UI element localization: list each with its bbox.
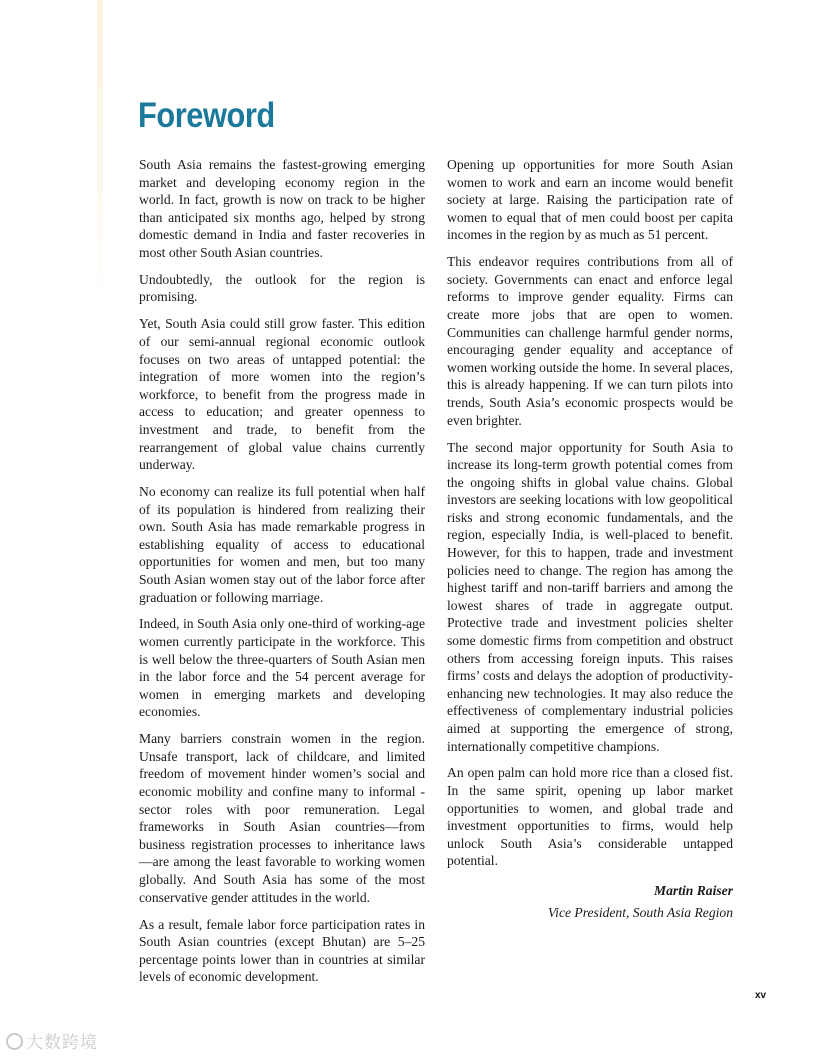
watermark-logo-icon [6,1033,23,1050]
paragraph: South Asia remains the fastest-growing emerging market and developing economy region in the world. In fact, growth is now on track to be higher than anticipated six months ago, helped by strong domestic demand in India and faster recoveries in most other South Asian countries. [139,157,425,260]
paragraph: As a result, female labor force participation rates in South Asian countries (except Bhutan) are 5–25 percentage points lower than in countries at similar levels of economic development. [139,916,425,985]
paragraph: Indeed, in South Asia only one-third of working-age women currently participate in the workforce. This is well below the three-quarters of South Asian men in the labor force and the 54 percent average for women in emerging markets and developing economies. [139,616,425,720]
watermark-text: 大数跨境 [26,1033,98,1053]
watermark [6,1028,98,1053]
paragraph: This endeavor requires contributions from all of society. Governments can enact and enforce legal reforms to improve gender equality. Firms can create more jobs that are open to women. Communities can challenge harmful gender norms, encouraging gender equality and acceptance of women working outside the home. In several places, this is already happening. If we can turn pilots into trends, South Asia’s economic prospects would be even brighter. [447,254,733,428]
paragraph: Opening up opportunities for more South Asian women to work and earn an income would benefit society at large. Raising the participation rate of women to equal that of men could boost per capita incomes in the region by as much as 51 percent. [447,157,733,243]
right-text-column [447,156,733,921]
page-number: xv [755,990,767,1001]
paragraph: Undoubtedly, the outlook for the region is promising. [139,271,425,305]
signature-role: Vice President, South Asia Region [547,904,733,920]
paragraph: Yet, South Asia could still grow faster. This edition of our semi-annual regional economic outlook focuses on two areas of untapped potential: the integration of more women into the region’s workforce, to benefit from the progress made in access to education; and greater openness to investment and trade, to benefit from the rearrangement of global value chains currently underway. [139,316,425,473]
paragraph: The second major opportunity for South Asia to increase its long-term growth potential comes from the ongoing shifts in global value chains. Global investors are seeking locations with low geopolitical risks and strong economic fundamentals, and the region, especially India, is well-placed to benefit. However, for this to happen, trade and investment policies need to change. The region has among the highest tariff and non-tariff barriers and among the lowest shares of trade in aggregate output. Protective trade and investment policies shelter some domestic firms from competition and obstruct others from accessing foreign inputs. This raises firms’ costs and delays the adoption of productivity-enhancing new technologies. It may also reduce the effectiveness of complementary industrial policies aimed at supporting the emergence of strong, internationally competitive champions. [447,439,733,754]
paragraph: Many barriers constrain women in the region. Unsafe transport, lack of childcare, and limited freedom of movement hinder women’s social and economic mobility and confine many to informal -sector roles with poor remuneration. Legal frameworks in South Asian countries—from business registration processes to inheritance laws—are among the least favorable to working women globally. And South Asia has some of the most conservative gender attitudes in the world. [139,731,425,905]
page-title: Foreword [138,96,275,135]
paragraph: An open palm can hold more rice than a closed fist. In the same spirit, opening up labor market opportunities to women, and global trade and investment opportunities to firms, would help unlock South Asia’s considerable untapped potential. [447,765,733,869]
signature-name: Martin Raiser [654,883,733,899]
left-text-column [139,156,425,995]
page-edge-decoration [97,0,103,300]
paragraph: No economy can realize its full potential when half of its population is hindered from realizing their own. South Asia has made remarkable progress in establishing equality of access to educational opportunities for women and men, but too many South Asian women stay out of the labor force after graduation or following marriage. [139,483,425,605]
